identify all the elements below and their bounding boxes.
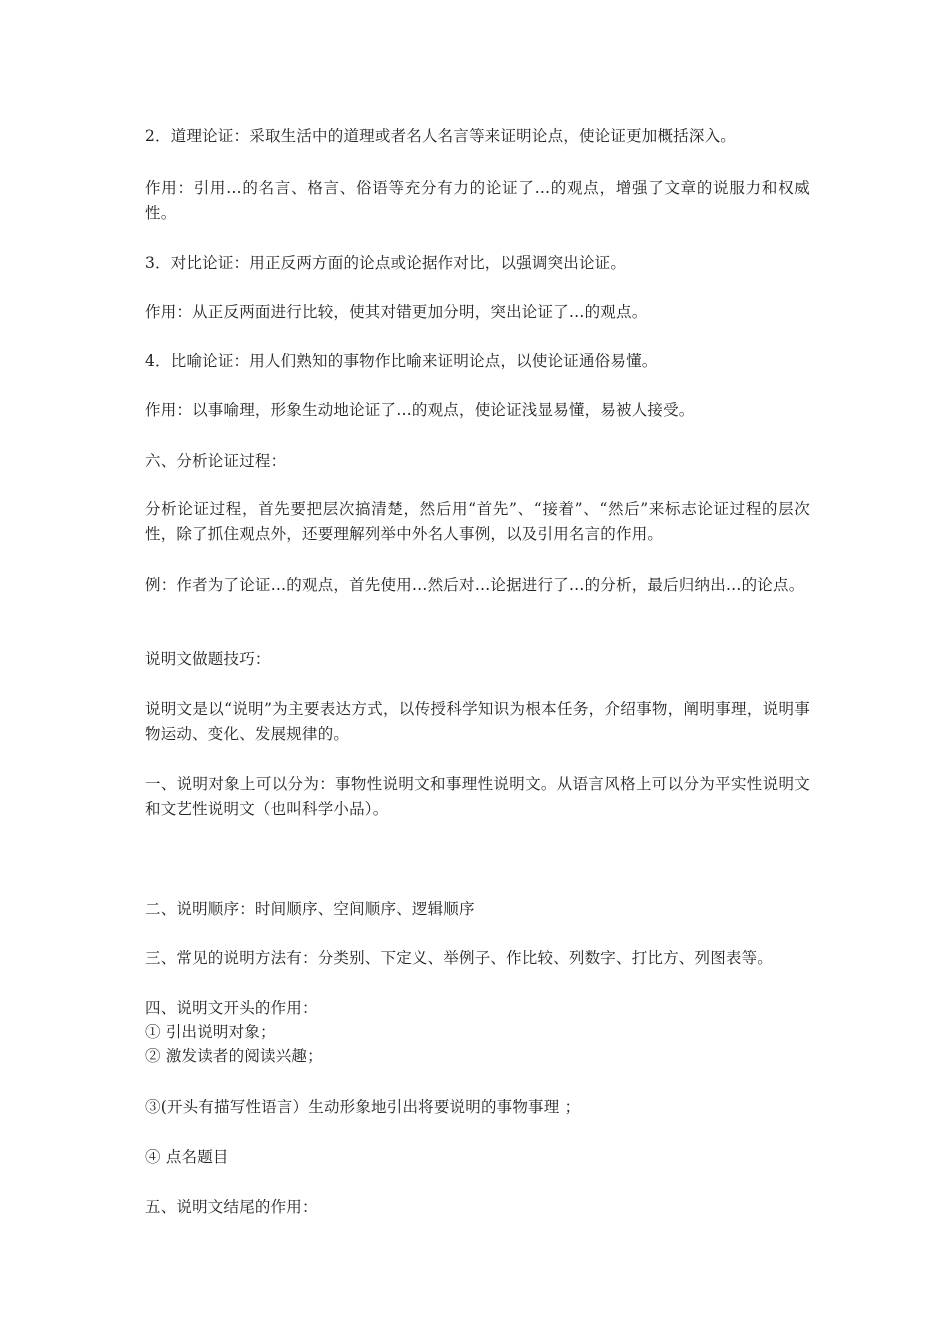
paragraph-explanation-order: 二、说明顺序：时间顺序、空间顺序、逻辑顺序 — [145, 900, 475, 918]
paragraph-argument-by-metaphor: 4．比喻论证：用人们熟知的事物作比喻来证明论点，以使论证通俗易懂。 — [145, 352, 658, 370]
paragraph-reasoning-effect: 作用：引用…的名言、格言、俗语等充分有力的论证了…的观点，增强了文章的说服力和权威性。 — [145, 179, 810, 222]
paragraph-analyze-process: 分析论证过程，首先要把层次搞清楚，然后用“首先”、“接着”、“然后”来标志论证过程的层次性，除了抓住观点外，还要理解列举中外名人事例，以及引用名言的作用。 — [145, 500, 810, 543]
paragraph-expository-types: 一、说明对象上可以分为：事物性说明文和事理性说明文。从语言风格上可以分为平实性说明文和文艺性说明文（也叫科学小品）。 — [145, 775, 810, 818]
heading-opening-function: 四、说明文开头的作用： — [145, 999, 318, 1017]
paragraph-expository-definition: 说明文是以“说明”为主要表达方式，以传授科学知识为根本任务，介绍事物，阐明事理，说明事物运动、变化、发展规律的。 — [145, 700, 810, 743]
paragraph-explanation-methods: 三、常见的说明方法有：分类别、下定义、举例子、作比较、列数字、打比方、列图表等。 — [145, 949, 774, 967]
list-item-opening-1: ① 引出说明对象； — [145, 1023, 276, 1041]
heading-analyze-argument-process: 六、分析论证过程： — [145, 452, 287, 470]
paragraph-metaphor-effect: 作用：以事喻理，形象生动地论证了…的观点，使论证浅显易懂，易被人接受。 — [145, 401, 695, 419]
list-item-opening-3: ③(开头有描写性语言）生动形象地引出将要说明的事物事理 ； — [145, 1098, 581, 1116]
paragraph-example: 例：作者为了论证…的观点，首先使用…然后对…论据进行了…的分析，最后归纳出…的论点。 — [145, 576, 805, 594]
paragraph-argument-by-contrast: 3．对比论证：用正反两方面的论点或论据作对比，以强调突出论证。 — [145, 254, 627, 272]
list-item-opening-4: ④ 点名题目 — [145, 1148, 229, 1166]
paragraph-contrast-effect: 作用：从正反两面进行比较，使其对错更加分明，突出论证了…的观点。 — [145, 303, 648, 321]
list-item-opening-2: ② 激发读者的阅读兴趣； — [145, 1047, 323, 1065]
paragraph-argument-by-reasoning: 2．道理论证：采取生活中的道理或者名人名言等来证明论点，使论证更加概括深入。 — [145, 127, 736, 145]
heading-expository-tips: 说明文做题技巧： — [145, 650, 271, 668]
heading-ending-function: 五、说明文结尾的作用： — [145, 1198, 318, 1216]
